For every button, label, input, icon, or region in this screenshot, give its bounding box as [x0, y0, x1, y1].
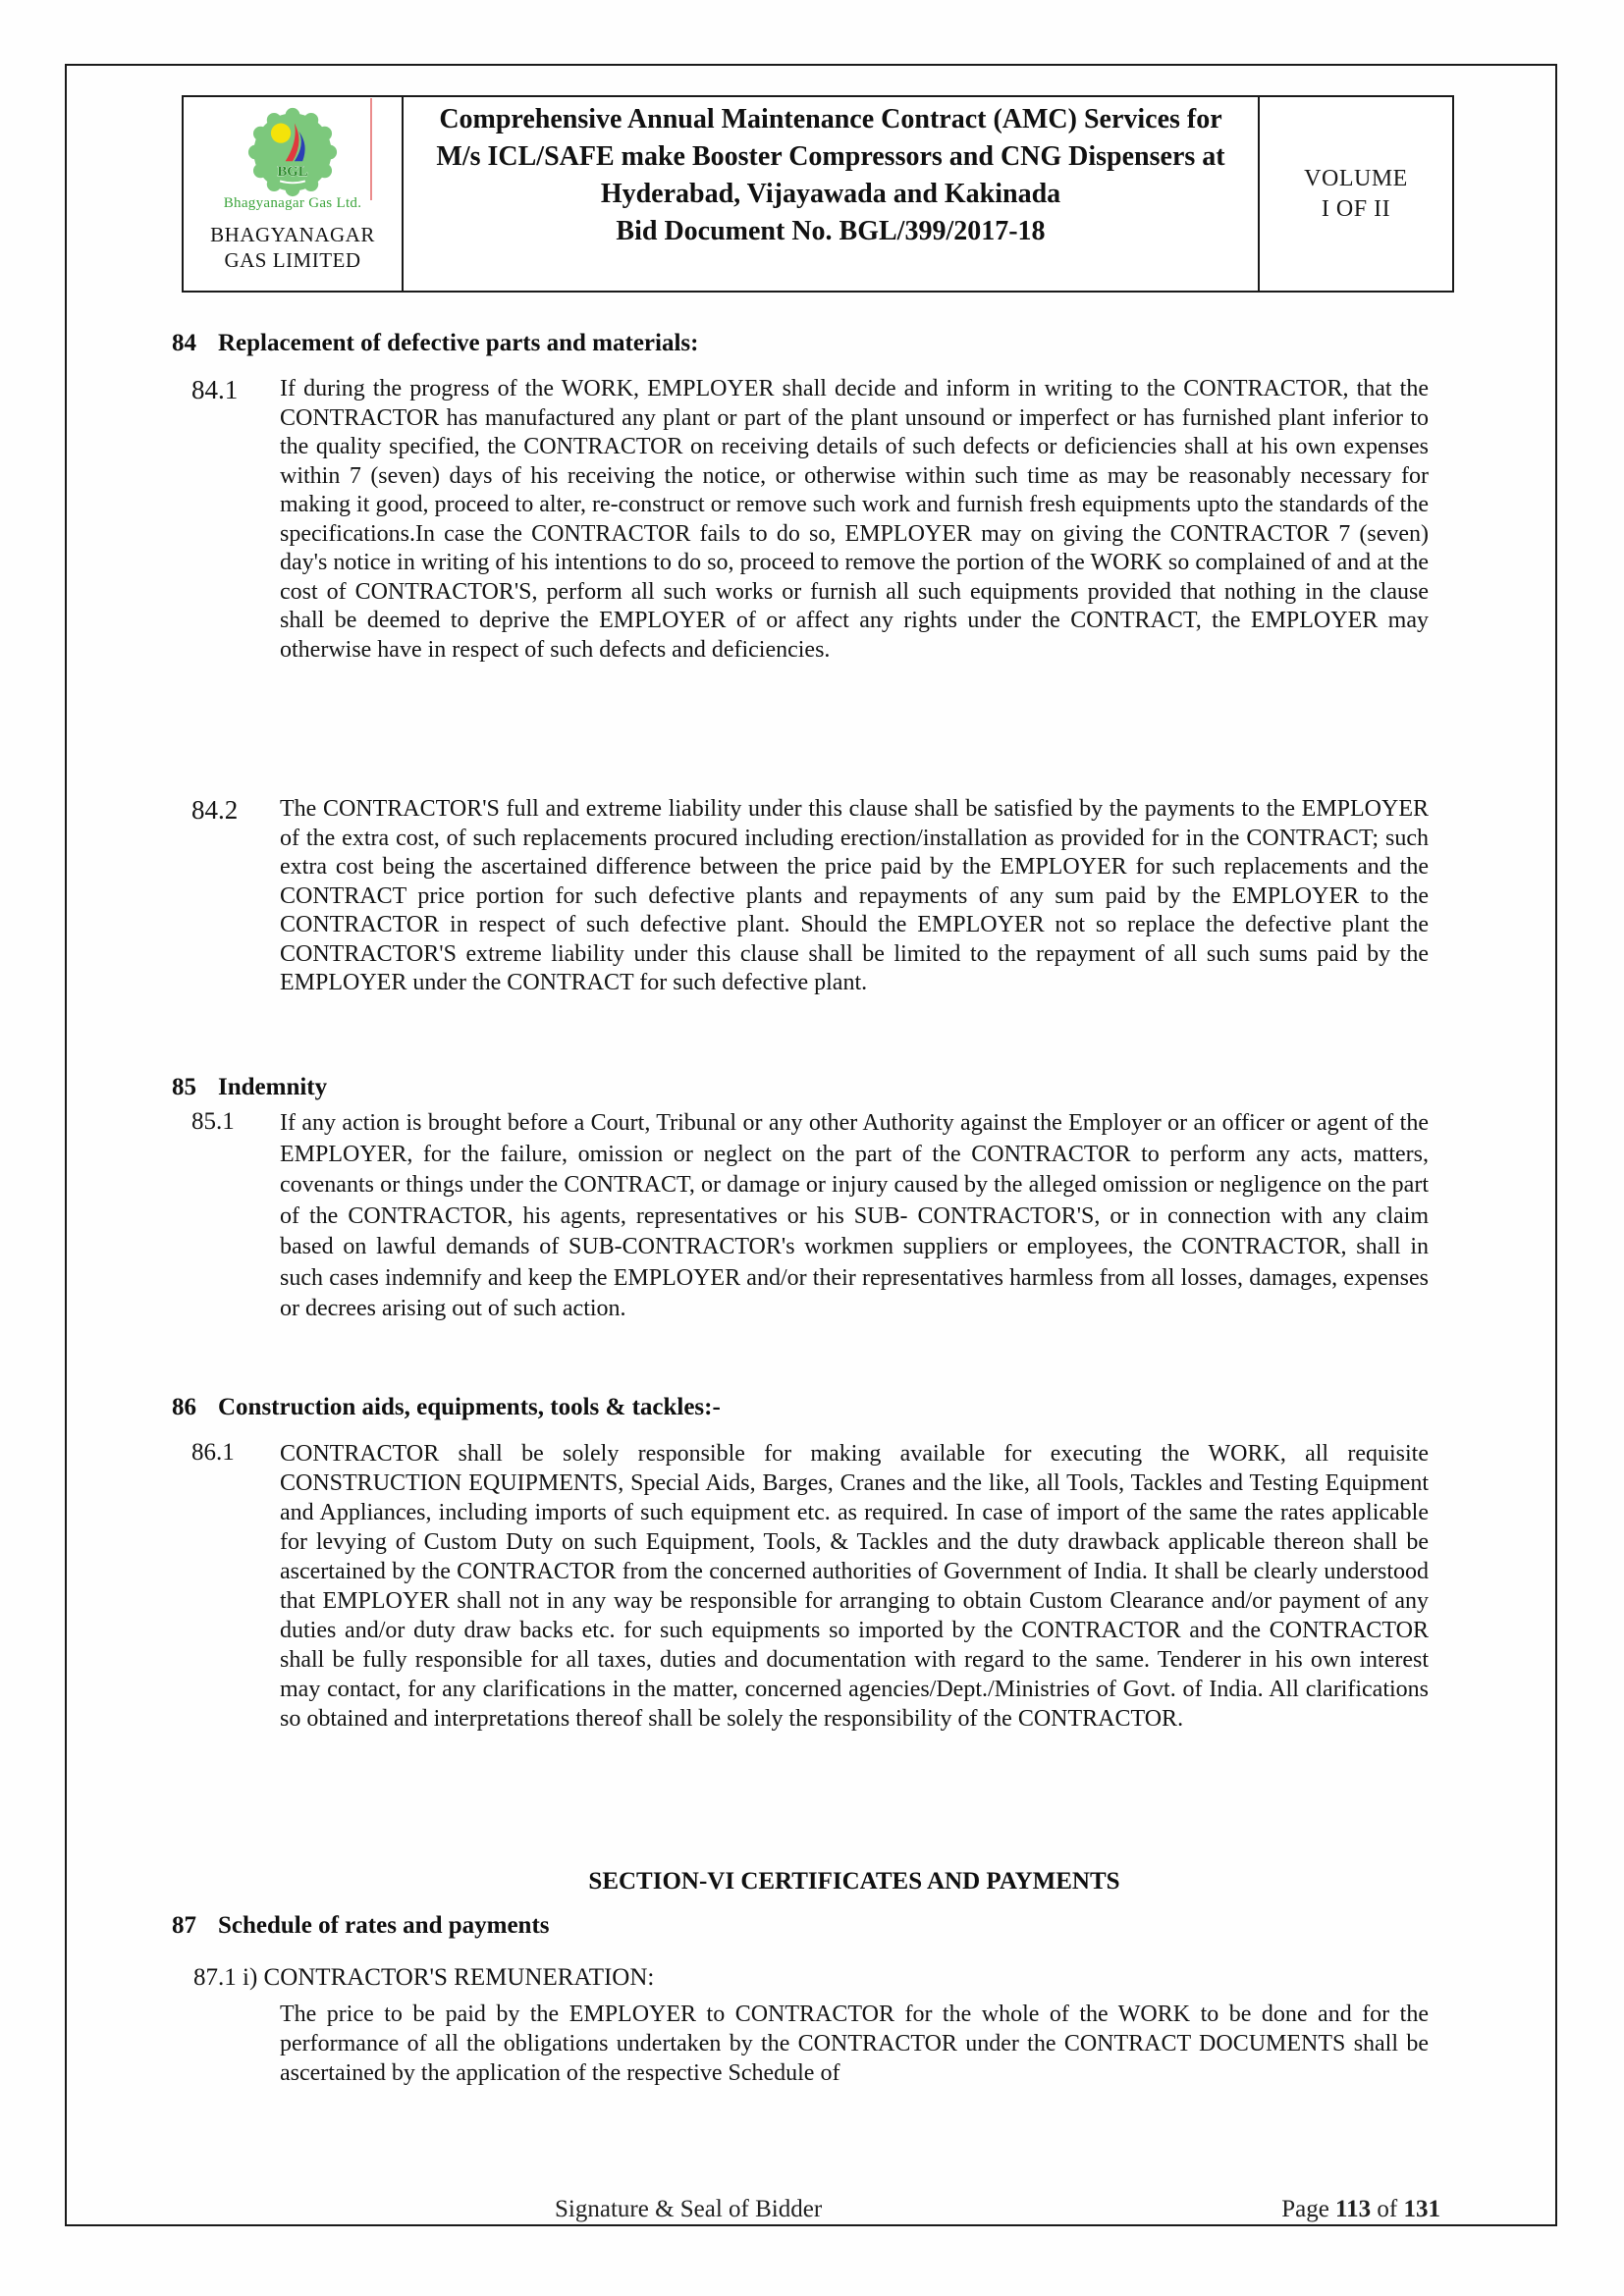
section-84-number: 84: [172, 330, 196, 356]
company-name-line1: BHAGYANAGAR: [210, 223, 375, 246]
scan-artifact-line: [370, 98, 372, 200]
section-84-heading: [172, 330, 698, 357]
volume-line2: I OF II: [1321, 195, 1391, 222]
volume-cell: [1260, 97, 1452, 291]
section-86-number: 86: [172, 1394, 196, 1420]
footer-signature-label: Signature & Seal of Bidder: [555, 2196, 823, 2222]
footer-page-current: 113: [1335, 2196, 1372, 2222]
section-vi-heading: SECTION-VI CERTIFICATES AND PAYMENTS: [588, 1868, 1120, 1895]
clause-84-1-text: If during the progress of the WORK, EMPLOYER shall decide and inform in writing to the CONTRACTOR, that the CONTRACTOR has manufactured any plant or part of the plant unsound or imperfect or has furnished plant inferior to the quality specified, the CONTRACTOR on receiving details of such defects or deficiencies shall at his own expenses within 7 (seven) days of his receiving the notice, or otherwise within such time as may be reasonably necessary for making it good, proceed to alter, re-construct or remove such work and furnish fresh equipments upto the standards of the specifications.In case the CONTRACTOR fails to do so, EMPLOYER may on giving the CONTRACTOR 7 (seven) day's notice in writing of his intentions to do so, proceed to remove the portion of the WORK so complained of and at the cost of CONTRACTOR'S, perform all such works or furnish all such equipments provided that nothing in the clause shall be deemed to deprive the EMPLOYER of or affect any rights under the CONTRACT, the EMPLOYER may otherwise have in respect of such defects and deficiencies.: [280, 376, 1429, 663]
section-85-number: 85: [172, 1074, 196, 1100]
section-85-title: Indemnity: [218, 1074, 328, 1100]
clause-85-1-number: 85.1: [191, 1108, 235, 1135]
document-title: Comprehensive Annual Maintenance Contract (AMC) Services for M/s ICL/SAFE make Booster Compressors and CNG Dispensers at Hyderabad, Vijayawada and Kakinada: [436, 104, 1225, 209]
bid-document-number: Bid Document No. BGL/399/2017-18: [616, 216, 1046, 246]
footer-page-word: Page: [1281, 2196, 1329, 2222]
clause-87-1-label: 87.1 i) CONTRACTOR'S REMUNERATION:: [193, 1964, 655, 1991]
company-name-line2: GAS LIMITED: [224, 248, 361, 272]
section-87-number: 87: [172, 1912, 196, 1939]
title-cell: [404, 97, 1260, 291]
clause-84-1-number: 84.1: [191, 375, 239, 404]
footer-page-number: [1281, 2196, 1440, 2223]
clause-86-1-text: CONTRACTOR shall be solely responsible for making available for executing the WORK, all requisite CONSTRUCTION EQUIPMENTS, Special Aids, Barges, Cranes and the like, all Tools, Tackles and Testing Equipment and Appliances, including imports of such equipment etc. as required. In case of import of the same the rates applicable for levying of Custom Duty on such Equipment, Tools, & Tackles and the duty drawback applicable thereon shall be ascertained by the CONTRACTOR from the concerned authorities of Government of India. It shall be clearly understood that EMPLOYER shall not in any way be responsible for arranging to obtain Custom Clearance and/or payment of any duties and/or duty draw backs etc. for such equipments so imported by the CONTRACTOR and the CONTRACTOR shall be fully responsible for all taxes, duties and documentation with regard to the same. Tenderer in his own interest may contact, for any clarifications in the matter, concerned agencies/Dept./Ministries of Govt. of India. All clarifications so obtained and interpretations thereof shall be solely the responsibility of the CONTRACTOR.: [280, 1441, 1429, 1732]
company-name: [210, 222, 375, 273]
sun-icon: [271, 124, 291, 143]
section-87-title: Schedule of rates and payments: [218, 1912, 550, 1939]
section-86-title: Construction aids, equipments, tools & tackles:-: [218, 1394, 721, 1420]
section-86-heading: [172, 1394, 721, 1421]
section-85-heading: [172, 1074, 327, 1101]
clause-86-1-number: 86.1: [191, 1439, 235, 1466]
clause-87-1-text: The price to be paid by the EMPLOYER to CONTRACTOR for the whole of the WORK to be done and for the performance of all the obligations undertaken by the CONTRACTOR under the CONTRACT DOCUMENTS shall be ascertained by the application of the respective Schedule of: [280, 2002, 1429, 2086]
volume-line1: VOLUME: [1304, 165, 1408, 191]
section-87-heading: [172, 1912, 550, 1940]
bgl-logo-icon: [247, 107, 338, 197]
logo-badge-text: BGL: [277, 163, 308, 180]
footer-of-word: of: [1377, 2196, 1398, 2222]
logo-subtitle: Bhagyanagar Gas Ltd.: [223, 195, 362, 211]
clause-85-1-text: If any action is brought before a Court, Tribunal or any other Authority against the Employer or an officer or agent of the EMPLOYER, for the failure, omission or neglect on the part of the CONTRACTOR to perform any acts, matters, covenants or things under the CONTRACT, or damage or injury caused by the alleged omission or negligence on the part of the CONTRACTOR, his agents, representatives or his SUB- CONTRACTOR'S, or in connection with any claim based on lawful demands of SUB-CONTRACTOR's workmen suppliers or employees, the CONTRACTOR, shall in such cases indemnify and keep the EMPLOYER and/or their representatives harmless from all losses, damages, expenses or decrees arising out of such action.: [280, 1110, 1429, 1321]
clause-84-1: [191, 375, 1431, 665]
clause-86-1: [191, 1439, 1431, 1734]
clause-84-2-number: 84.2: [191, 795, 239, 825]
section-84-title: Replacement of defective parts and materials:: [218, 330, 699, 356]
clause-84-2: [191, 795, 1431, 998]
header-table: [182, 95, 1454, 293]
clause-84-2-text: The CONTRACTOR'S full and extreme liability under this clause shall be satisfied by the payments to the EMPLOYER of the extra cost, of such replacements procured including erection/installation as provided for in the CONTRACT; such extra cost being the ascertained difference between the price paid by the EMPLOYER for such replacements and the CONTRACT price portion for such defective plants and repayments of any sum paid by the EMPLOYER to the CONTRACTOR in respect of such defective plant. Should the EMPLOYER not so replace the defective plant the CONTRACTOR'S extreme liability under this clause shall be limited to the repayment of all such sums paid by the EMPLOYER under the CONTRACT for such defective plant.: [280, 796, 1429, 995]
footer-page-total: 131: [1403, 2196, 1440, 2222]
clause-85-1: [191, 1108, 1431, 1325]
